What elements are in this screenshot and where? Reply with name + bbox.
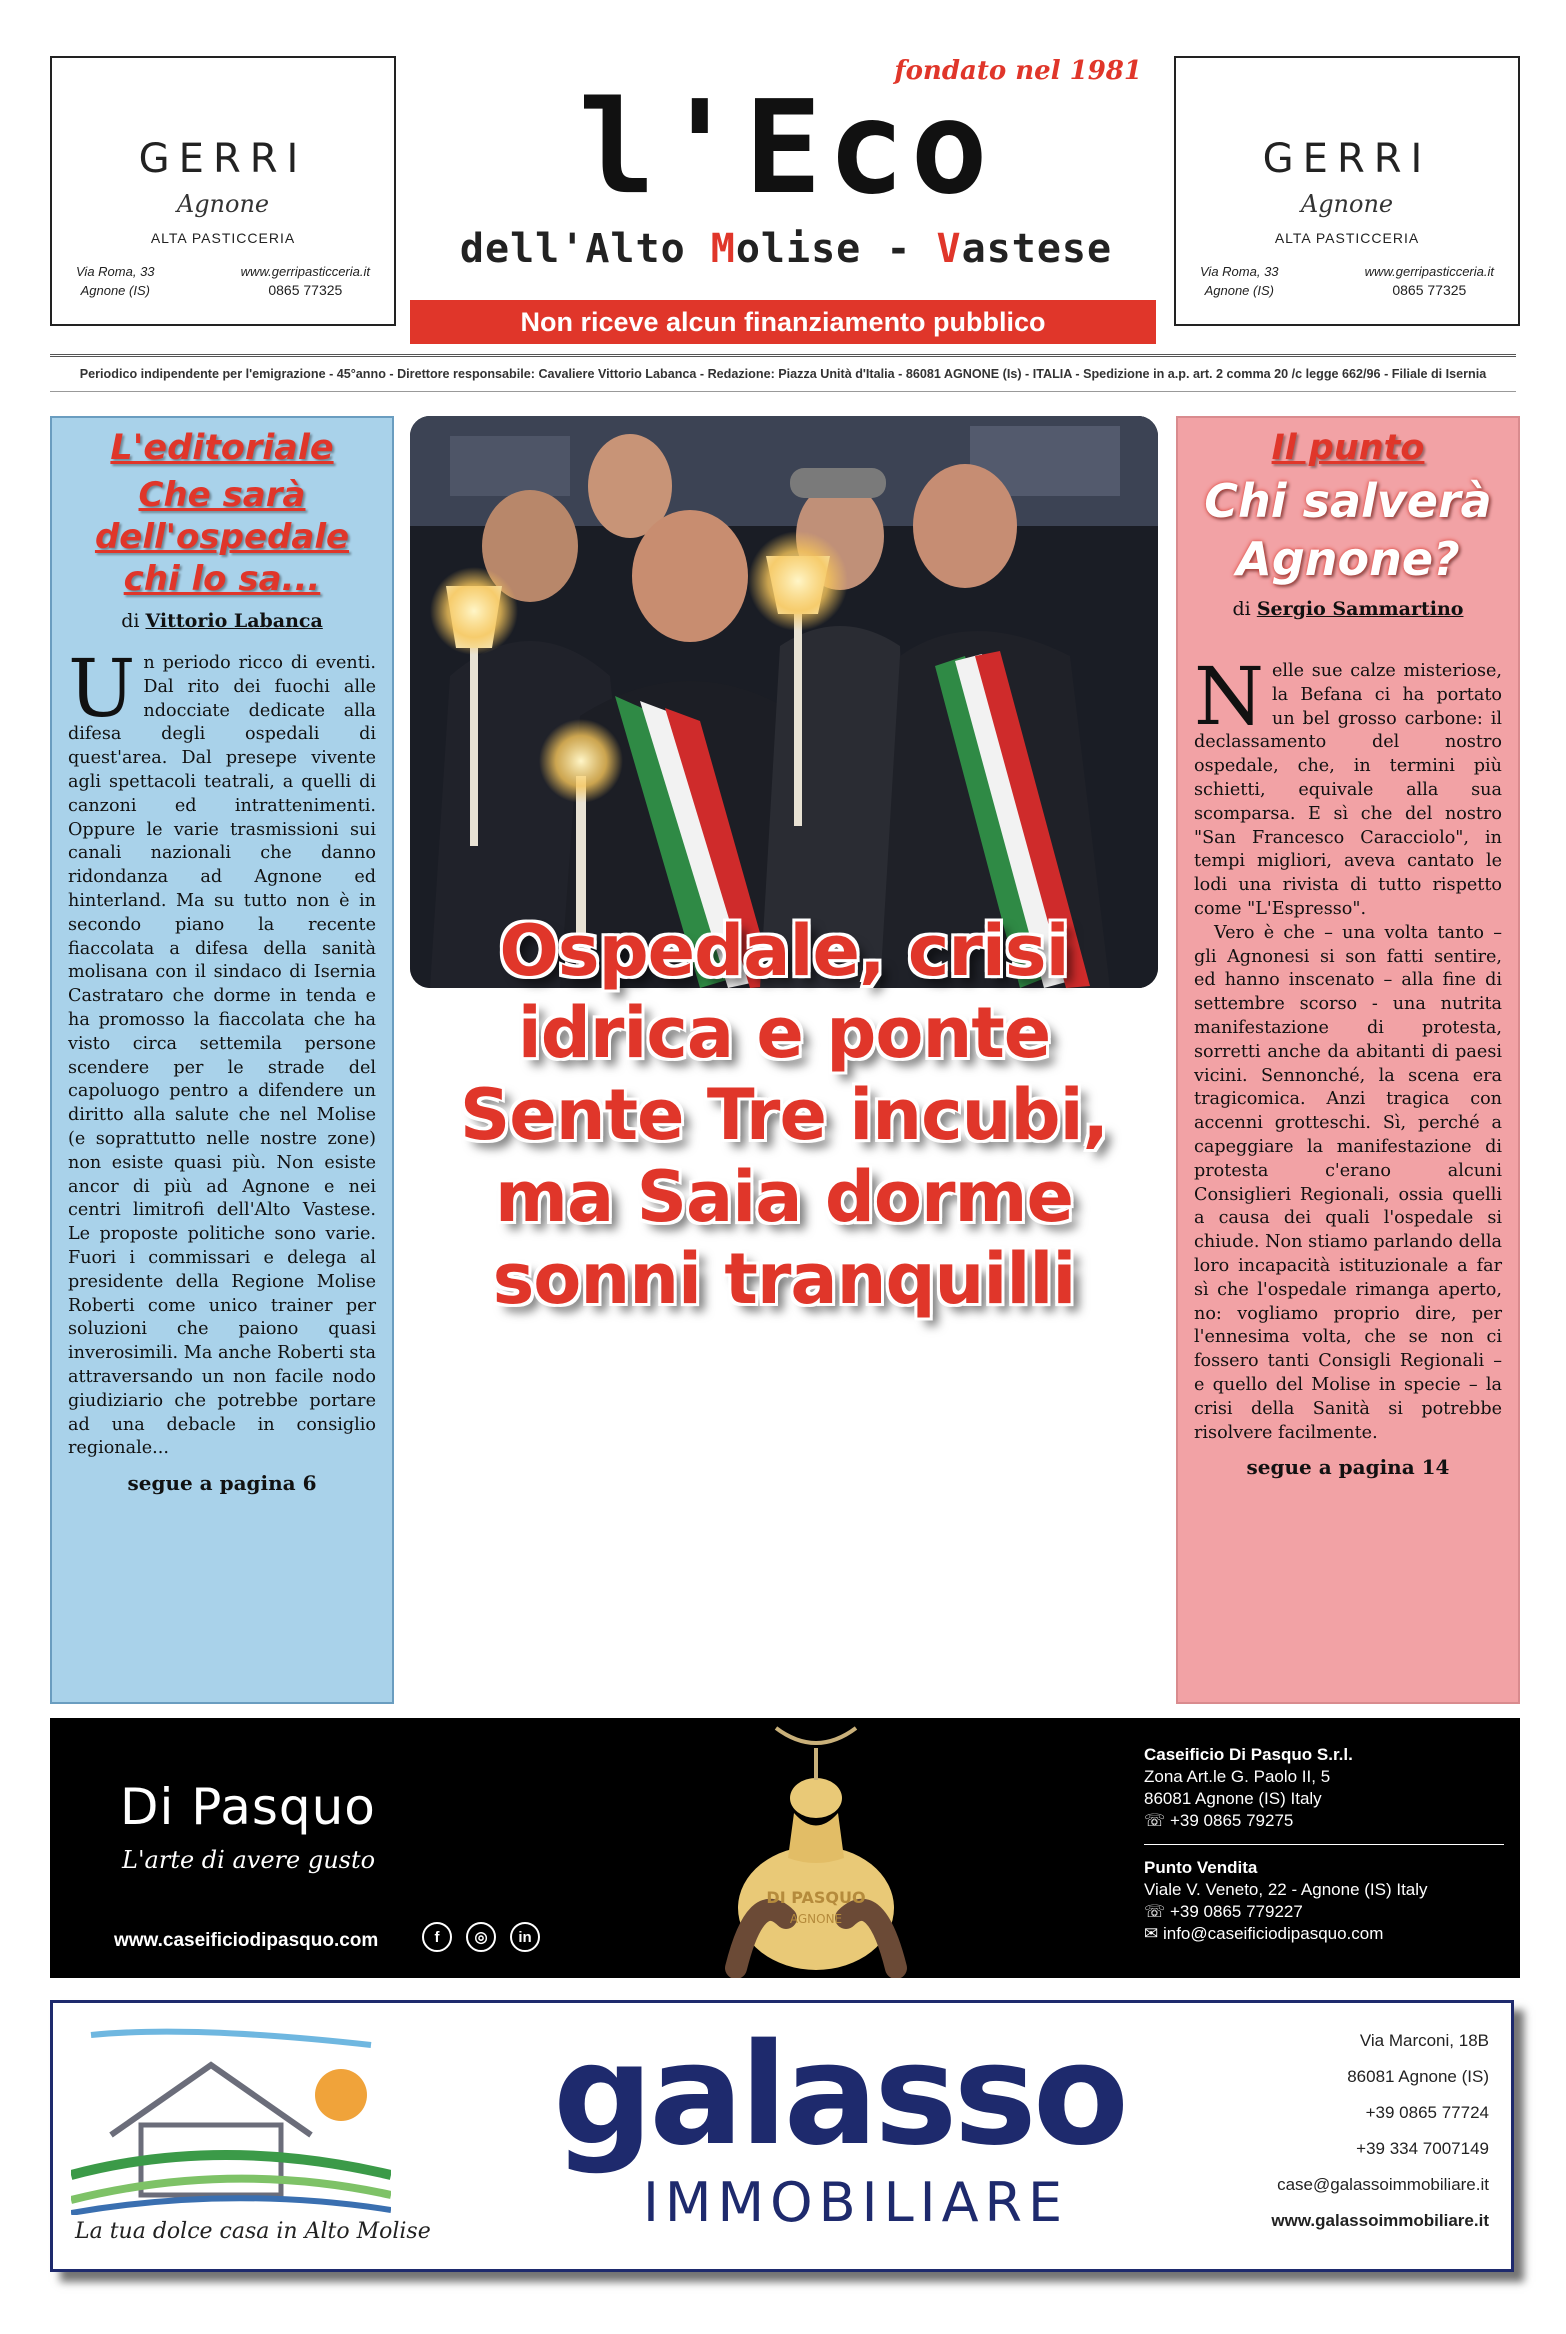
- point-body: [1194, 650, 1502, 1445]
- gerri-ad-right[interactable]: [1174, 56, 1520, 326]
- dipasquo-shop-email[interactable]: ✉ info@caseificiodipasquo.com: [1144, 1924, 1384, 1943]
- gerri-town: Agnone: [176, 190, 270, 218]
- galasso-contacts: [1271, 2023, 1489, 2239]
- point-byline: di Sergio Sammartino: [1232, 598, 1464, 620]
- gerri-subtitle: ALTA PASTICCERIA: [1274, 230, 1420, 246]
- dipasquo-shop-phone: ☏ +39 0865 779227: [1144, 1902, 1303, 1921]
- gerri-address-line2: Agnone (IS): [1204, 283, 1274, 298]
- cheese-label-1: DI PASQUO: [766, 1888, 866, 1907]
- gerri-brand: GERRI: [138, 136, 308, 182]
- gerri-subtitle: ALTA PASTICCERIA: [150, 230, 296, 246]
- point-continued-link[interactable]: segue a pagina 14: [1246, 1455, 1450, 1480]
- dipasquo-website[interactable]: www.caseificiodipasquo.com: [114, 1930, 379, 1951]
- gerri-contacts: [1200, 262, 1494, 300]
- gerri-phone: 0865 77325: [1392, 282, 1467, 298]
- galasso-subtitle: IMMOBILIARE: [643, 2171, 1069, 2234]
- dipasquo-tagline: L'arte di avere gusto: [122, 1846, 376, 1874]
- point-author: Sergio Sammartino: [1256, 598, 1464, 620]
- point-section-label: Il punto: [1271, 428, 1425, 468]
- point-paragraph-1: elle sue calze misteriose, la Befana ci ha portato un bel grosso carbone: il declassamento del nostro ospedale, che, in termini più schietti, equivale alla sua scomparsa. E sì che del nostro "San Francesco Caracciolo", in tempi migliori, aveva cantato le lodi una rivista di tutto rispetto come "L'Espresso".: [1194, 661, 1502, 919]
- mail-icon: ✉: [1144, 1924, 1163, 1943]
- point-drop-cap: N: [1194, 650, 1264, 743]
- dipasquo-shop-address: Viale V. Veneto, 22 - Agnone (IS) Italy: [1144, 1880, 1428, 1899]
- masthead: [410, 56, 1162, 336]
- galasso-tagline: La tua dolce casa in Alto Molise: [75, 2219, 431, 2244]
- dipasquo-ad[interactable]: [50, 1718, 1520, 1978]
- caciocavallo-cheese-icon: [716, 1718, 916, 1978]
- house-logo-icon: [71, 2025, 391, 2215]
- galasso-phone-1: +39 0865 77724: [1365, 2103, 1489, 2122]
- gerri-address-line1: Via Roma, 33: [76, 264, 155, 279]
- linkedin-icon[interactable]: in: [510, 1922, 540, 1952]
- dipasquo-divider: [1144, 1844, 1504, 1845]
- editorial-drop-cap: U: [68, 642, 136, 735]
- founded-note: fondato nel 1981: [894, 56, 1142, 86]
- main-headline: Ospedale, crisi idrica e ponte Sente Tre incubi, ma Saia dorme sonni tranquilli: [459, 910, 1109, 1320]
- galasso-address-2: 86081 Agnone (IS): [1347, 2067, 1489, 2086]
- dipasquo-logo: Di Pasquo: [120, 1778, 376, 1836]
- gerri-town: Agnone: [1300, 190, 1394, 218]
- editorial-column: [50, 416, 394, 1704]
- phone-icon: ☏: [1144, 1902, 1170, 1921]
- dipasquo-address-1: Zona Art.le G. Paolo II, 5: [1144, 1767, 1331, 1786]
- gerri-address-line1: Via Roma, 33: [1200, 264, 1279, 279]
- point-paragraph-2: Vero è che – una volta tanto – gli Agnonesi si son fatti sentire, ed hanno inscenato – alla fine di settembre scorso - una nutrita manifestazione di protesta, sorretti anche da abitanti di paesi vicini. Sennonché, la scena era tragicomica. Anzi tragica con accenni grotteschi. Sì, perché a capeggiare la manifestazione di protesta c'erano alcuni Consiglieri Regionali, ossia quelli a causa dei quali l'ospedale si chiude. Non stiamo parlando della loro incapacità istituzionale a far sì che l'ospedale rimanga aperto, no: vogliamo proprio dire, per l'ennesima volta, che se non ci fossero tanti Consigli Regionali – e quello del Molise in specie – la crisi della Sanità si potrebbe risolvere facilmente.: [1194, 922, 1502, 1443]
- gerri-phone: 0865 77325: [268, 282, 343, 298]
- newspaper-title: l'Eco: [578, 74, 994, 223]
- editorial-author: Vittorio Labanca: [145, 610, 323, 632]
- editorial-text: n periodo ricco di eventi. Dal rito dei fuochi alle ndocciate dedicate alla difesa degli ospedali di quest'area. Dal presepe vivente agli spettacoli teatrali, a quelli di canzoni ed intrattenimenti. Oppure le varie trasmissioni sui canali nazionali che danno ridondanza ad Agnone ed hinterland. Ma su tutto non è in secondo piano la recente fiaccolata a difesa della sanità molisana con il sindaco di Isernia Castrataro che dorme in tenda e ha promosso la fiaccolata che ha visto circa settemila persone scendere per le strade del capoluogo pentro a difendere un diritto alla salute che nel Molise (e soprattutto nelle nostre zone) non esiste quasi più. Non esiste ancor di più ad Agnone e nei centri limitrofi dell'Alto Vastese. Le proposte politiche sono varie. Fuori i commissari e delega al presidente della Regione Molise Roberti come unico trainer per soluzioni che paiono quasi inverosimili. Ma anche Roberti sta attraversando un non facile nodo giudiziario che potrebbe portare ad una debacle in consiglio regionale...: [68, 653, 376, 1459]
- galasso-email[interactable]: case@galassoimmobiliare.it: [1277, 2175, 1489, 2194]
- main-story-photo: [410, 416, 1158, 988]
- newspaper-subtitle: dell'Alto Molise - Vastese: [459, 226, 1113, 272]
- galasso-address-1: Via Marconi, 18B: [1359, 2031, 1489, 2050]
- editorial-section-label: L'editoriale: [110, 428, 334, 468]
- dipasquo-shop-title: Punto Vendita: [1144, 1858, 1258, 1877]
- gerri-brand: GERRI: [1262, 136, 1432, 182]
- funding-banner: Non riceve alcun finanziamento pubblico: [410, 300, 1156, 344]
- galasso-website[interactable]: www.galassoimmobiliare.it: [1271, 2211, 1489, 2230]
- gerri-ad-left[interactable]: [50, 56, 396, 326]
- dipasquo-phone: ☏ +39 0865 79275: [1144, 1811, 1294, 1830]
- candlelight-vigil-photo-illustration: [410, 416, 1158, 988]
- galasso-logo-text: galasso: [553, 2014, 1125, 2177]
- cheese-label-2: AGNONE: [789, 1912, 843, 1926]
- phone-icon: ☏: [1144, 1811, 1170, 1830]
- galasso-phone-2: +39 334 7007149: [1356, 2139, 1489, 2158]
- editorial-continued-link[interactable]: segue a pagina 6: [127, 1471, 317, 1496]
- gerri-address-line2: Agnone (IS): [80, 283, 150, 298]
- publication-info: Periodico indipendente per l'emigrazione - 45°anno - Direttore responsabile: Cavaliere Vittorio Labanca - Redazione: Piazza Unità d'Italia - 86081 AGNONE (Is) - ITALIA - Spedizione in a.p. art. 2 comma 20 /c legge 662/96 - Filiale di Isernia: [50, 354, 1516, 392]
- gerri-website[interactable]: www.gerripasticceria.it: [1364, 264, 1494, 279]
- editorial-body: [68, 642, 376, 1461]
- point-title: Chi salverà Agnone?: [1204, 474, 1492, 586]
- facebook-icon[interactable]: f: [422, 1922, 452, 1952]
- editorial-byline: di Vittorio Labanca: [121, 610, 323, 632]
- gerri-contacts: [76, 262, 370, 300]
- instagram-icon[interactable]: ◎: [466, 1922, 496, 1952]
- dipasquo-address-2: 86081 Agnone (IS) Italy: [1144, 1789, 1322, 1808]
- editorial-title: Che sarà dell'ospedale chi lo sa...: [94, 475, 350, 599]
- dipasquo-contacts: [1144, 1744, 1504, 1945]
- gerri-website[interactable]: www.gerripasticceria.it: [240, 264, 370, 279]
- point-column: [1176, 416, 1520, 1704]
- galasso-ad[interactable]: [50, 2000, 1514, 2272]
- dipasquo-company: Caseificio Di Pasquo S.r.l.: [1144, 1745, 1353, 1764]
- dipasquo-social-links: [422, 1922, 540, 1952]
